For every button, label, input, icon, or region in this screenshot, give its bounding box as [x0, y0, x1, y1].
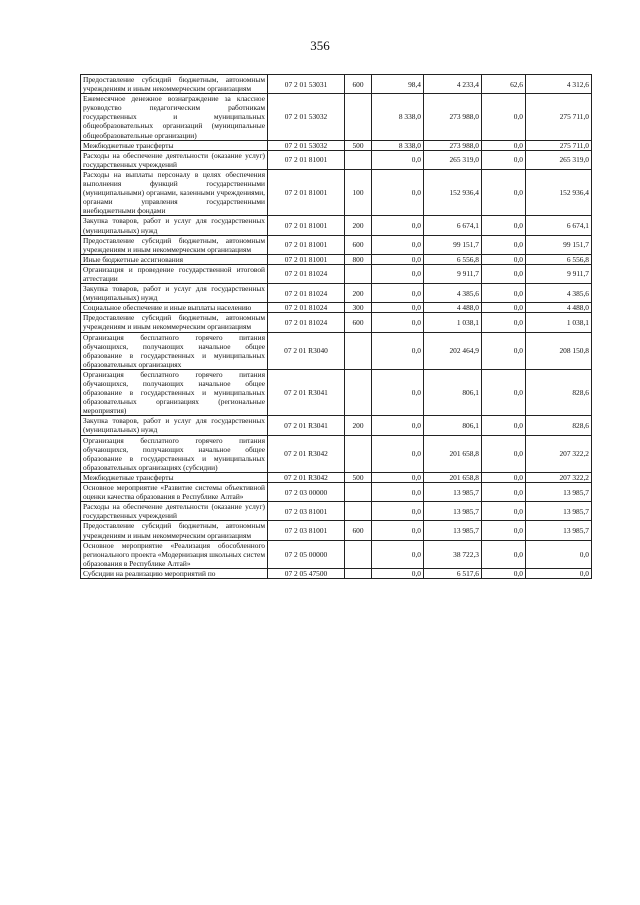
- row-amount-d-cell: 275 711,0: [526, 140, 592, 150]
- row-code-cell: 07 2 05 47500: [268, 568, 345, 578]
- row-amount-c-cell: 0,0: [482, 435, 526, 472]
- row-expense-type-cell: 200: [345, 284, 372, 303]
- row-amount-b-cell: 13 985,7: [424, 502, 482, 521]
- row-expense-type-cell: 500: [345, 140, 372, 150]
- row-amount-d-cell: 13 985,7: [526, 483, 592, 502]
- row-amount-a-cell: 0,0: [372, 313, 424, 332]
- row-code-cell: 07 2 03 81001: [268, 521, 345, 540]
- row-amount-d-cell: 208 150,8: [526, 332, 592, 369]
- row-amount-d-cell: 6 674,1: [526, 216, 592, 235]
- row-expense-type-cell: [345, 483, 372, 502]
- row-code-cell: 07 2 01 81001: [268, 150, 345, 169]
- row-amount-b-cell: 273 988,0: [424, 94, 482, 140]
- row-code-cell: 07 2 01 53032: [268, 140, 345, 150]
- row-code-cell: 07 2 01 R3041: [268, 369, 345, 415]
- row-amount-a-cell: 8 338,0: [372, 140, 424, 150]
- row-amount-b-cell: 6 674,1: [424, 216, 482, 235]
- table-row: [81, 235, 592, 254]
- row-code-cell: 07 2 01 81001: [268, 235, 345, 254]
- table-row: [81, 313, 592, 332]
- row-name-cell: Межбюджетные трансферты: [81, 472, 268, 482]
- row-name-cell: Социальное обеспечение и иные выплаты населению: [81, 303, 268, 313]
- row-amount-a-cell: 0,0: [372, 284, 424, 303]
- row-amount-c-cell: 0,0: [482, 472, 526, 482]
- row-amount-a-cell: 0,0: [372, 568, 424, 578]
- row-amount-a-cell: 0,0: [372, 369, 424, 415]
- row-expense-type-cell: [345, 540, 372, 568]
- row-expense-type-cell: [345, 435, 372, 472]
- budget-table-body: [81, 75, 592, 579]
- row-amount-d-cell: 0,0: [526, 540, 592, 568]
- row-name-cell: Организация бесплатного горячего питания обучающихся, получающих начальное общее образование в государственных и муниципальных образовательных организациях (региональные мероприятия): [81, 369, 268, 415]
- row-amount-a-cell: 98,4: [372, 75, 424, 94]
- row-amount-d-cell: 4 385,6: [526, 284, 592, 303]
- row-expense-type-cell: 100: [345, 169, 372, 215]
- row-expense-type-cell: 200: [345, 416, 372, 435]
- row-amount-d-cell: 265 319,0: [526, 150, 592, 169]
- row-name-cell: Расходы на обеспечение деятельности (оказание услуг) государственных учреждений: [81, 150, 268, 169]
- row-amount-a-cell: 0,0: [372, 483, 424, 502]
- row-amount-b-cell: 202 464,9: [424, 332, 482, 369]
- row-expense-type-cell: 600: [345, 521, 372, 540]
- row-amount-c-cell: 0,0: [482, 235, 526, 254]
- row-amount-a-cell: 0,0: [372, 435, 424, 472]
- row-amount-a-cell: 0,0: [372, 216, 424, 235]
- row-amount-b-cell: 273 988,0: [424, 140, 482, 150]
- row-amount-b-cell: 6 517,6: [424, 568, 482, 578]
- row-code-cell: 07 2 01 81024: [268, 313, 345, 332]
- row-amount-b-cell: 806,1: [424, 369, 482, 415]
- row-amount-d-cell: 4 488,0: [526, 303, 592, 313]
- row-code-cell: 07 2 03 81001: [268, 502, 345, 521]
- row-amount-d-cell: 13 985,7: [526, 502, 592, 521]
- row-name-cell: Закупка товаров, работ и услуг для государственных (муниципальных) нужд: [81, 416, 268, 435]
- row-expense-type-cell: 600: [345, 75, 372, 94]
- row-amount-d-cell: 828,6: [526, 369, 592, 415]
- row-amount-c-cell: 0,0: [482, 568, 526, 578]
- table-row: [81, 435, 592, 472]
- row-amount-a-cell: 0,0: [372, 332, 424, 369]
- row-amount-b-cell: 201 658,8: [424, 472, 482, 482]
- row-amount-a-cell: 0,0: [372, 416, 424, 435]
- row-amount-c-cell: 0,0: [482, 169, 526, 215]
- row-code-cell: 07 2 01 81024: [268, 284, 345, 303]
- row-amount-a-cell: 0,0: [372, 521, 424, 540]
- row-amount-c-cell: 0,0: [482, 303, 526, 313]
- row-amount-d-cell: 207 322,2: [526, 435, 592, 472]
- row-amount-b-cell: 13 985,7: [424, 483, 482, 502]
- row-amount-d-cell: 1 038,1: [526, 313, 592, 332]
- row-amount-a-cell: 0,0: [372, 235, 424, 254]
- table-row: [81, 472, 592, 482]
- row-amount-d-cell: 6 556,8: [526, 254, 592, 264]
- row-amount-b-cell: 13 985,7: [424, 521, 482, 540]
- row-name-cell: Основное мероприятие «Развитие системы объективной оценки качества образования в Республике Алтай»: [81, 483, 268, 502]
- row-amount-d-cell: 207 322,2: [526, 472, 592, 482]
- table-row: [81, 254, 592, 264]
- row-amount-c-cell: 0,0: [482, 216, 526, 235]
- row-expense-type-cell: 600: [345, 313, 372, 332]
- row-amount-b-cell: 265 319,0: [424, 150, 482, 169]
- row-amount-b-cell: 6 556,8: [424, 254, 482, 264]
- row-code-cell: 07 2 01 R3040: [268, 332, 345, 369]
- row-name-cell: Иные бюджетные ассигнования: [81, 254, 268, 264]
- row-amount-d-cell: 9 911,7: [526, 264, 592, 283]
- row-name-cell: Расходы на выплаты персоналу в целях обеспечения выполнения функций государственными (муниципальными) органами, казенными учреждениями, органами управления государственными внебюджетными фондами: [81, 169, 268, 215]
- row-amount-b-cell: 9 911,7: [424, 264, 482, 283]
- row-name-cell: Закупка товаров, работ и услуг для государственных (муниципальных) нужд: [81, 216, 268, 235]
- page-number: 356: [310, 38, 330, 53]
- row-code-cell: 07 2 01 81024: [268, 303, 345, 313]
- row-amount-a-cell: 0,0: [372, 264, 424, 283]
- row-code-cell: 07 2 01 81024: [268, 264, 345, 283]
- row-amount-d-cell: 13 985,7: [526, 521, 592, 540]
- row-expense-type-cell: 200: [345, 216, 372, 235]
- row-amount-c-cell: 0,0: [482, 332, 526, 369]
- row-code-cell: 07 2 01 81001: [268, 169, 345, 215]
- row-amount-d-cell: 99 151,7: [526, 235, 592, 254]
- row-name-cell: Основное мероприятие «Реализация обособленного регионального проекта «Модернизация школьных систем образования в Республике Алтай»: [81, 540, 268, 568]
- row-amount-a-cell: 0,0: [372, 540, 424, 568]
- row-amount-a-cell: 0,0: [372, 169, 424, 215]
- row-amount-c-cell: 0,0: [482, 540, 526, 568]
- row-code-cell: 07 2 05 00000: [268, 540, 345, 568]
- row-code-cell: 07 2 01 53031: [268, 75, 345, 94]
- table-row: [81, 169, 592, 215]
- row-expense-type-cell: [345, 150, 372, 169]
- row-amount-c-cell: 0,0: [482, 254, 526, 264]
- row-amount-b-cell: 806,1: [424, 416, 482, 435]
- row-amount-c-cell: 0,0: [482, 284, 526, 303]
- row-amount-b-cell: 1 038,1: [424, 313, 482, 332]
- row-amount-c-cell: 0,0: [482, 483, 526, 502]
- row-name-cell: Субсидии на реализацию мероприятий по: [81, 568, 268, 578]
- row-amount-a-cell: 0,0: [372, 150, 424, 169]
- row-amount-c-cell: 0,0: [482, 264, 526, 283]
- row-expense-type-cell: [345, 94, 372, 140]
- table-row: [81, 502, 592, 521]
- table-row: [81, 416, 592, 435]
- row-amount-c-cell: 0,0: [482, 140, 526, 150]
- row-expense-type-cell: [345, 502, 372, 521]
- row-name-cell: Закупка товаров, работ и услуг для государственных (муниципальных) нужд: [81, 284, 268, 303]
- row-expense-type-cell: [345, 332, 372, 369]
- row-amount-b-cell: 201 658,8: [424, 435, 482, 472]
- row-expense-type-cell: 800: [345, 254, 372, 264]
- row-amount-d-cell: 152 936,4: [526, 169, 592, 215]
- table-row: [81, 521, 592, 540]
- table-row: [81, 568, 592, 578]
- table-row: [81, 483, 592, 502]
- row-amount-d-cell: 275 711,0: [526, 94, 592, 140]
- row-name-cell: Ежемесячное денежное вознаграждение за классное руководство педагогическим работникам государственных и муниципальных общеобразовательных организаций (муниципальные общеобразовательные организации): [81, 94, 268, 140]
- row-amount-c-cell: 0,0: [482, 502, 526, 521]
- row-amount-b-cell: 38 722,3: [424, 540, 482, 568]
- row-expense-type-cell: [345, 369, 372, 415]
- row-amount-a-cell: 0,0: [372, 502, 424, 521]
- row-amount-b-cell: 4 385,6: [424, 284, 482, 303]
- table-row: [81, 216, 592, 235]
- row-amount-d-cell: 0,0: [526, 568, 592, 578]
- row-code-cell: 07 2 01 81001: [268, 254, 345, 264]
- row-amount-c-cell: 0,0: [482, 313, 526, 332]
- table-row: [81, 75, 592, 94]
- table-row: [81, 303, 592, 313]
- table-row: [81, 264, 592, 283]
- row-amount-d-cell: 828,6: [526, 416, 592, 435]
- table-row: [81, 94, 592, 140]
- row-expense-type-cell: [345, 264, 372, 283]
- row-amount-b-cell: 152 936,4: [424, 169, 482, 215]
- row-expense-type-cell: 300: [345, 303, 372, 313]
- row-name-cell: Предоставление субсидий бюджетным, автономным учреждениям и иным некоммерческим организациям: [81, 313, 268, 332]
- row-amount-c-cell: 0,0: [482, 94, 526, 140]
- row-amount-a-cell: 0,0: [372, 472, 424, 482]
- row-amount-c-cell: 0,0: [482, 369, 526, 415]
- row-name-cell: Организация бесплатного горячего питания обучающихся, получающих начальное общее образование в государственных и муниципальных образовательных организациях: [81, 332, 268, 369]
- row-amount-c-cell: 0,0: [482, 416, 526, 435]
- row-code-cell: 07 2 01 81001: [268, 216, 345, 235]
- row-name-cell: Межбюджетные трансферты: [81, 140, 268, 150]
- row-code-cell: 07 2 01 53032: [268, 94, 345, 140]
- row-expense-type-cell: 500: [345, 472, 372, 482]
- row-name-cell: Предоставление субсидий бюджетным, автономным учреждениям и иным некоммерческим организациям: [81, 521, 268, 540]
- table-row: [81, 284, 592, 303]
- row-amount-d-cell: 4 312,6: [526, 75, 592, 94]
- row-code-cell: 07 2 03 00000: [268, 483, 345, 502]
- row-name-cell: Организация бесплатного горячего питания обучающихся, получающих начальное общее образование в государственных и муниципальных образовательных организациях (субсидии): [81, 435, 268, 472]
- row-amount-a-cell: 8 338,0: [372, 94, 424, 140]
- row-amount-c-cell: 0,0: [482, 150, 526, 169]
- table-row: [81, 540, 592, 568]
- row-code-cell: 07 2 01 R3042: [268, 435, 345, 472]
- table-row: [81, 140, 592, 150]
- row-amount-b-cell: 4 233,4: [424, 75, 482, 94]
- table-row: [81, 150, 592, 169]
- table-row: [81, 332, 592, 369]
- row-name-cell: Предоставление субсидий бюджетным, автономным учреждениям и иным некоммерческим организациям: [81, 75, 268, 94]
- row-name-cell: Организация и проведение государственной итоговой аттестации: [81, 264, 268, 283]
- budget-table: [80, 74, 592, 579]
- row-name-cell: Расходы на обеспечение деятельности (оказание услуг) государственных учреждений: [81, 502, 268, 521]
- row-expense-type-cell: 600: [345, 235, 372, 254]
- row-amount-c-cell: 0,0: [482, 521, 526, 540]
- row-amount-b-cell: 99 151,7: [424, 235, 482, 254]
- table-row: [81, 369, 592, 415]
- row-amount-c-cell: 62,6: [482, 75, 526, 94]
- row-expense-type-cell: [345, 568, 372, 578]
- row-amount-a-cell: 0,0: [372, 303, 424, 313]
- row-amount-b-cell: 4 488,0: [424, 303, 482, 313]
- row-amount-a-cell: 0,0: [372, 254, 424, 264]
- row-code-cell: 07 2 01 R3042: [268, 472, 345, 482]
- row-name-cell: Предоставление субсидий бюджетным, автономным учреждениям и иным некоммерческим организациям: [81, 235, 268, 254]
- row-code-cell: 07 2 01 R3041: [268, 416, 345, 435]
